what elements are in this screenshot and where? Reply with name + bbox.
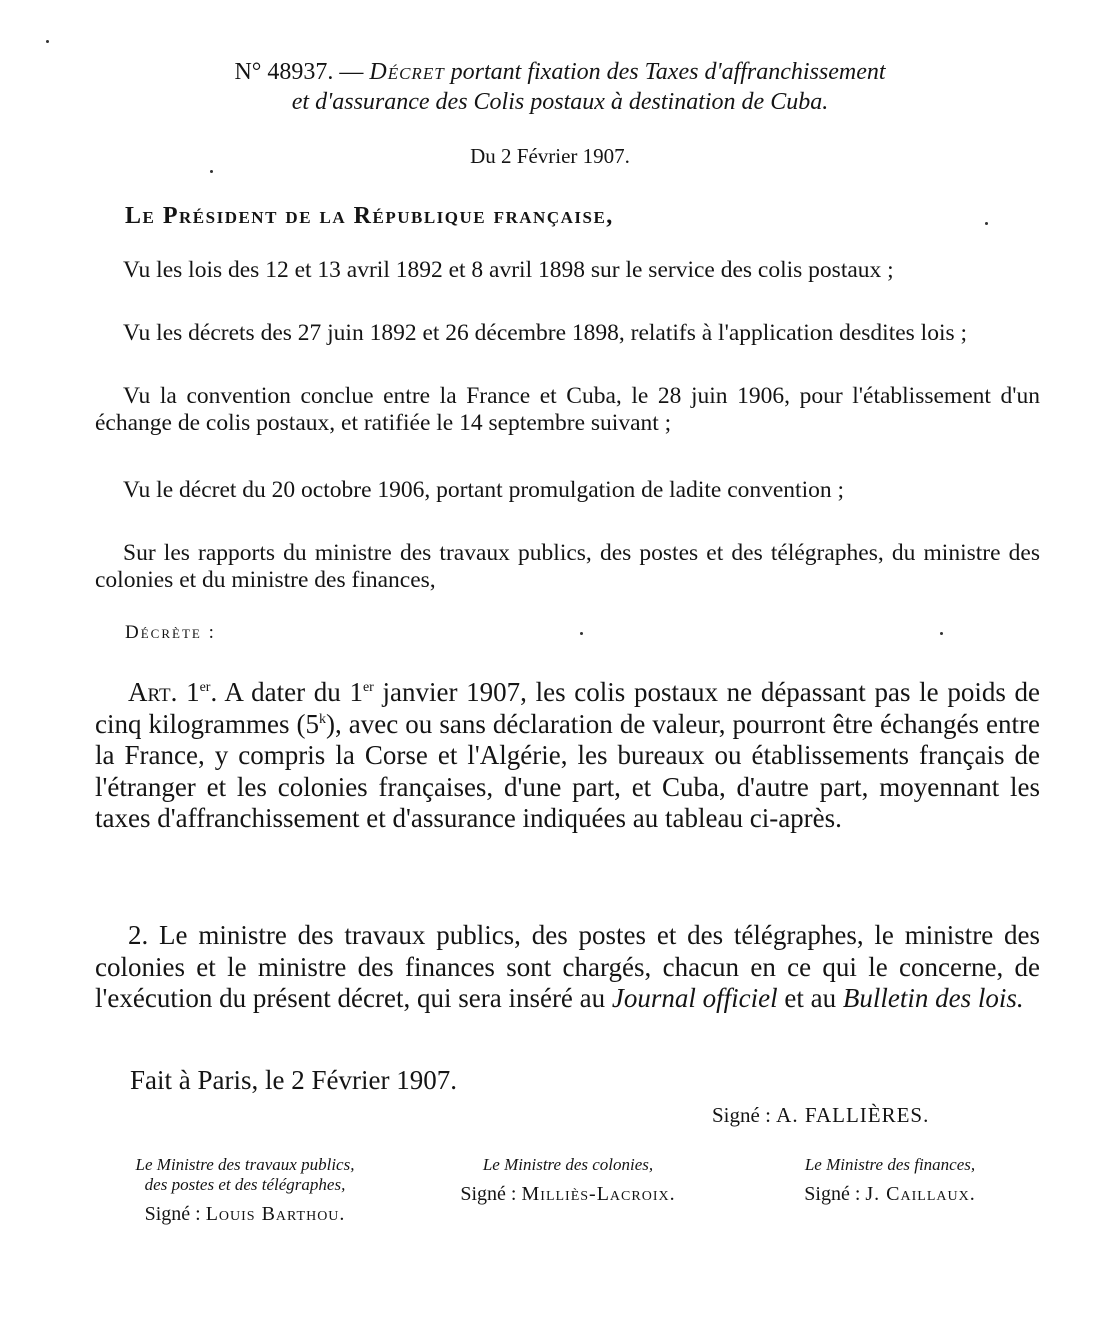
vu-paragraph: Vu les décrets des 27 juin 1892 et 26 décembre 1898, relatifs à l'application desdites lois ; bbox=[123, 320, 968, 346]
scan-speck bbox=[940, 632, 943, 635]
president-heading: Le Président de la République française, bbox=[125, 203, 614, 229]
decrete-heading: Décrète : bbox=[125, 622, 216, 643]
scan-speck bbox=[580, 632, 583, 635]
decree-title-rest: portant fixation des Taxes d'affranchissement bbox=[450, 59, 886, 85]
decree-title-line2: et d'assurance des Colis postaux à destination de Cuba. bbox=[291, 89, 829, 115]
rapports-paragraph: Sur les rapports du ministre des travaux publics, des postes et des télégraphes, du ministre des colonies et du ministre des finances, bbox=[95, 540, 1040, 593]
president-signature: Signé : A. FALLIÈRES. bbox=[712, 1103, 930, 1127]
vu-paragraph: Vu la convention conclue entre la France et Cuba, le 28 juin 1906, pour l'établissement d'un échange de colis postaux, et ratifiée le 14 septembre suivant ; bbox=[95, 383, 1040, 436]
vu-paragraph: Vu le décret du 20 octobre 1906, portant promulgation de ladite convention ; bbox=[123, 477, 845, 503]
minister-signature-finances: Le Ministre des finances, Signé : J. Caillaux. bbox=[804, 1155, 976, 1205]
scan-speck bbox=[210, 170, 213, 173]
decree-number: N° 48937. — bbox=[234, 59, 364, 85]
decree-title-line1 bbox=[60, 58, 1060, 87]
article-1: Art. 1er. A dater du 1er janvier 1907, les colis postaux ne dépassant pas le poids de cinq kilogrammes (5$^k$), avec ou sans déclaration de valeur, pourront être échangés entre la France, y compris la Corse et l'Algérie, les bureaux ou établissements français de l'étranger et les colonies françaises, d'une part, et Cuba, d'autre part, moyennant les taxes d'affranchissement et d'assurance indiquées au tableau ci-après. bbox=[95, 677, 1040, 833]
vu-paragraph: Vu les lois des 12 et 13 avril 1892 et 8 avril 1898 sur le service des colis postaux ; bbox=[123, 257, 894, 283]
decree-word: Décret bbox=[369, 59, 445, 85]
scan-speck bbox=[985, 222, 988, 225]
scan-speck bbox=[46, 40, 49, 43]
article-2: 2. Le ministre des travaux publics, des postes et des télégraphes, le ministre des colonies et le ministre des finances sont chargés, chacun en ce qui le concerne, de l'exécution du présent décret, qui sera inséré au Journal officiel et au Bulletin des lois. bbox=[95, 920, 1040, 1013]
fait-a-paris: Fait à Paris, le 2 Février 1907. bbox=[130, 1065, 457, 1095]
decree-date: Du 2 Février 1907. bbox=[470, 144, 630, 168]
minister-signature-travaux: Le Ministre des travaux publics, des postes et des télégraphes, Signé : Louis Barthou. bbox=[135, 1155, 355, 1225]
minister-signature-colonies: Le Ministre des colonies, Signé : Milliès-Lacroix. bbox=[460, 1155, 676, 1205]
